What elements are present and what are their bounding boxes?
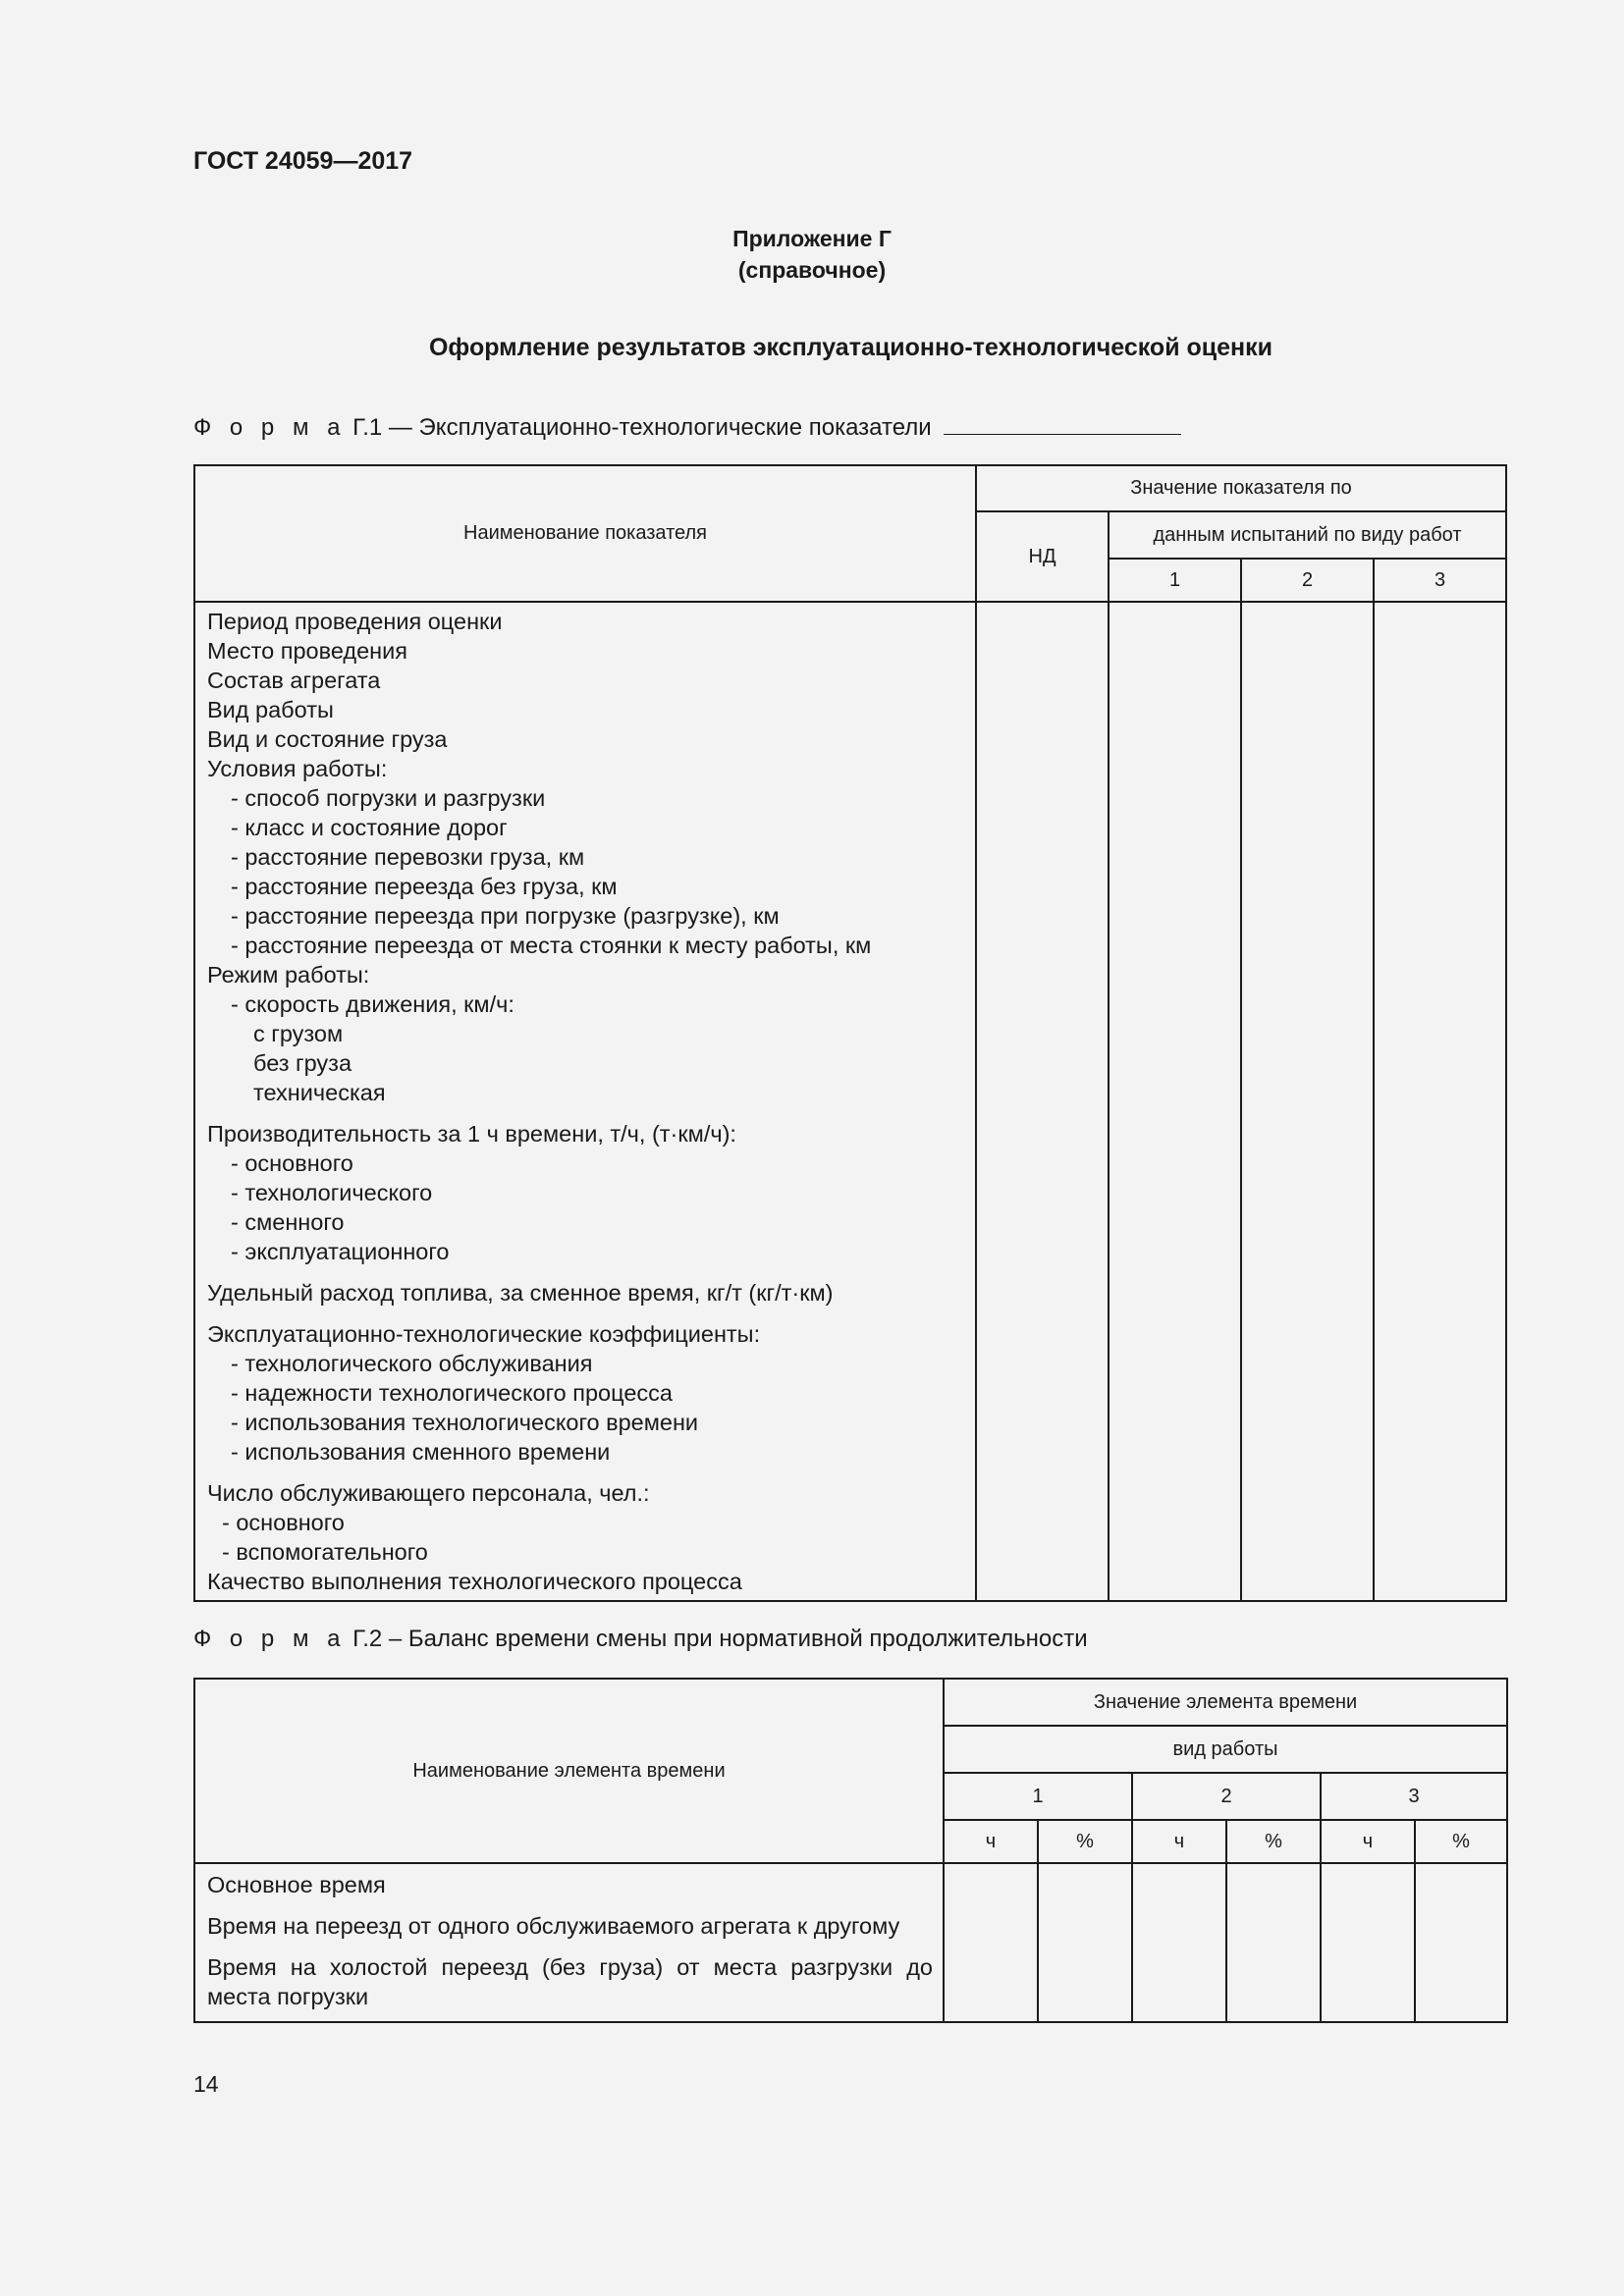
list-item: Вид и состояние груза	[207, 726, 448, 752]
form2-element-list	[194, 1863, 944, 2022]
list-item: - расстояние переезда от места стоянки к месту работы, км	[231, 933, 872, 958]
list-item: - способ погрузки и разгрузки	[231, 785, 546, 811]
list-item: - сменного	[231, 1209, 345, 1235]
list-item: - основного	[231, 1150, 353, 1176]
list-item: Состав агрегата	[207, 667, 381, 693]
list-item: - технологического обслуживания	[231, 1351, 593, 1376]
list-item: - скорость движения, км/ч:	[231, 991, 514, 1017]
form1-header-value-group: Значение показателя по	[976, 465, 1506, 511]
annex-type: (справочное)	[737, 257, 887, 283]
list-item: - технологического	[231, 1180, 433, 1205]
form1-header-name: Наименование показателя	[194, 465, 976, 602]
form1-value-2	[1241, 602, 1374, 1601]
list-item: Время на холостой переезд (без груза) от места разгрузки до места погрузки	[207, 1954, 933, 2009]
list-item: - расстояние переезда без груза, км	[231, 874, 618, 899]
form1-caption	[193, 412, 1181, 442]
list-item: Эксплуатационно-технологические коэффициенты:	[207, 1321, 761, 1347]
standard-code: ГОСТ 24059—2017	[193, 147, 413, 175]
form2-header-work-type: вид работы	[944, 1726, 1507, 1773]
list-item: - эксплуатационного	[231, 1239, 450, 1264]
form1-caption-prefix: Ф о р м а	[193, 414, 347, 441]
list-item: - основного	[222, 1510, 345, 1535]
form1-header-tests-group: данным испытаний по виду работ	[1109, 511, 1506, 559]
form2-header-sub: %	[1226, 1820, 1321, 1863]
form2-value-cell	[1415, 1863, 1507, 2022]
list-item: Условия работы:	[207, 756, 388, 781]
annex-title: Приложение Г	[732, 226, 892, 251]
form1-header-col-1: 1	[1109, 559, 1241, 602]
form1-value-3	[1374, 602, 1506, 1601]
form2-header-sub: %	[1415, 1820, 1507, 1863]
form2-value-cell	[1132, 1863, 1226, 2022]
list-item: - вспомогательного	[222, 1539, 428, 1565]
form1-indicator-list	[194, 602, 976, 1601]
list-item: Производительность за 1 ч времени, т/ч, (т·км/ч):	[207, 1121, 736, 1147]
list-item: Качество выполнения технологического процесса	[207, 1569, 742, 1594]
form1-value-1	[1109, 602, 1241, 1601]
form2-caption-prefix: Ф о р м а	[193, 1626, 347, 1652]
list-item: - использования технологического времени	[231, 1410, 699, 1435]
form1-header-nd: НД	[976, 511, 1109, 602]
list-item: - класс и состояние дорог	[231, 815, 508, 840]
form2-header-value-group: Значение элемента времени	[944, 1679, 1507, 1726]
form2-header-sub: ч	[1132, 1820, 1226, 1863]
list-item: без груза	[253, 1050, 352, 1076]
form2-header-name: Наименование элемента времени	[194, 1679, 944, 1863]
list-item: Вид работы	[207, 697, 334, 722]
form1-value-nd	[976, 602, 1109, 1601]
form2-caption	[193, 1626, 1088, 1653]
list-item: с грузом	[253, 1021, 344, 1046]
form2-value-cell	[1038, 1863, 1132, 2022]
form2-table	[193, 1678, 1508, 2023]
list-item: - расстояние переезда при погрузке (разгрузке), км	[231, 903, 780, 929]
list-item: - надежности технологического процесса	[231, 1380, 673, 1406]
list-item: - расстояние перевозки груза, км	[231, 844, 585, 870]
form2-header-sub: ч	[1321, 1820, 1415, 1863]
page-number: 14	[193, 2071, 219, 2097]
list-item: техническая	[253, 1080, 386, 1105]
form2-value-cell	[1321, 1863, 1415, 2022]
form1-caption-text: Г.1 — Эксплуатационно-технологические показатели	[352, 414, 932, 441]
list-item: Число обслуживающего персонала, чел.:	[207, 1480, 650, 1506]
form2-caption-text: Г.2 – Баланс времени смены при нормативной продолжительности	[352, 1626, 1088, 1652]
form2-header-group-2: 2	[1132, 1773, 1321, 1820]
form2-value-cell	[944, 1863, 1038, 2022]
list-item: Режим работы:	[207, 962, 370, 988]
form1-caption-blank-line	[944, 412, 1181, 435]
list-item: - использования сменного времени	[231, 1439, 611, 1465]
form1-header-col-3: 3	[1374, 559, 1506, 602]
list-item: Место проведения	[207, 638, 408, 664]
main-title: Оформление результатов эксплуатационно-технологической оценки	[428, 334, 1273, 361]
list-item: Основное время	[207, 1872, 386, 1897]
list-item: Удельный расход топлива, за сменное время, кг/т (кг/т·км)	[207, 1280, 834, 1306]
list-item: Время на переезд от одного обслуживаемого агрегата к другому	[207, 1913, 900, 1939]
form2-header-sub: %	[1038, 1820, 1132, 1863]
form2-header-group-1: 1	[944, 1773, 1132, 1820]
form1-table	[193, 464, 1507, 1602]
form2-header-sub: ч	[944, 1820, 1038, 1863]
list-item: Период проведения оценки	[207, 609, 503, 634]
form1-header-col-2: 2	[1241, 559, 1374, 602]
form2-header-group-3: 3	[1321, 1773, 1507, 1820]
form2-value-cell	[1226, 1863, 1321, 2022]
